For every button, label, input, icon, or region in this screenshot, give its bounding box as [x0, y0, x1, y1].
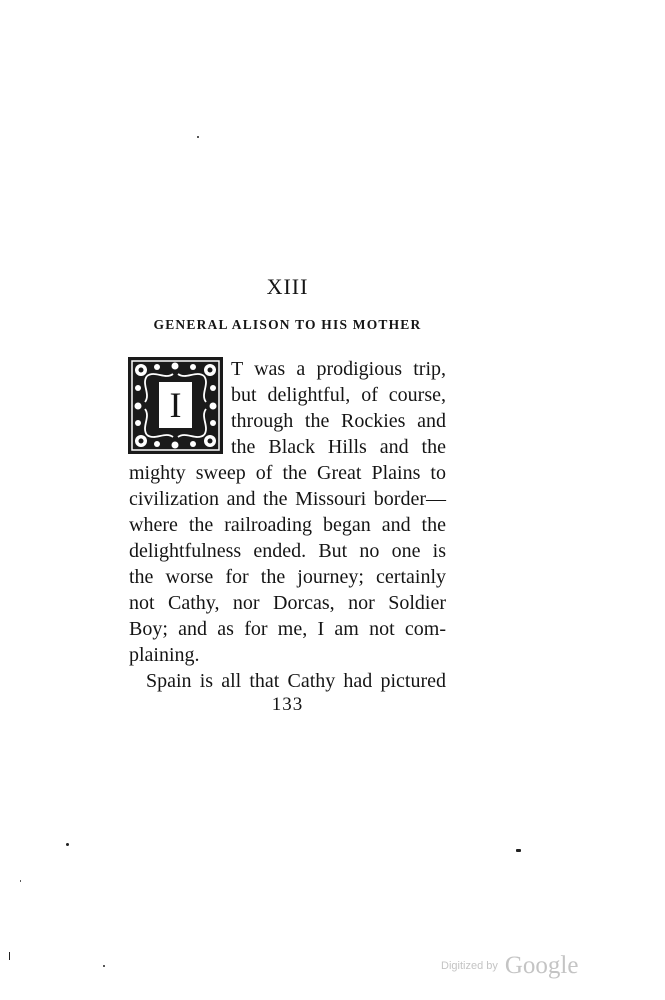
text-line: the Black Hills and the: [231, 436, 446, 458]
page-speck: [103, 965, 105, 967]
text-line: Spain is all that Cathy had pictured: [146, 670, 446, 692]
text-line: T was a prodigious trip,: [231, 358, 446, 380]
page-speck: [9, 952, 10, 960]
drop-cap-letter: I: [159, 382, 192, 428]
page-speck: [20, 880, 21, 882]
text-line: civilization and the Missouri border—: [129, 488, 446, 510]
text-line: through the Rockies and: [231, 410, 446, 432]
watermark-prefix: Digitized by: [441, 960, 498, 972]
text-line: delightfulness ended. But no one is: [129, 540, 446, 562]
text-line: mighty sweep of the Great Plains to: [129, 462, 446, 484]
text-line: where the railroading began and the: [129, 514, 446, 536]
watermark-brand: Google: [504, 952, 579, 979]
text-line: the worse for the journey; certainly: [129, 566, 446, 588]
page-speck: [66, 843, 69, 846]
text-line: Boy; and as for me, I am not com-: [129, 618, 446, 640]
page-speck: [516, 849, 521, 852]
chapter-title: GENERAL ALISON TO HIS MOTHER: [153, 317, 422, 332]
page-speck: [197, 136, 199, 138]
digitized-watermark: [441, 952, 578, 980]
text-line: plaining.: [129, 644, 200, 666]
text-line: not Cathy, nor Dorcas, nor Soldier: [129, 592, 446, 614]
ornamental-drop-cap: [127, 356, 224, 455]
page-number: 133: [271, 694, 304, 715]
chapter-number: XIII: [266, 274, 309, 299]
text-line: but delightful, of course,: [231, 384, 446, 406]
